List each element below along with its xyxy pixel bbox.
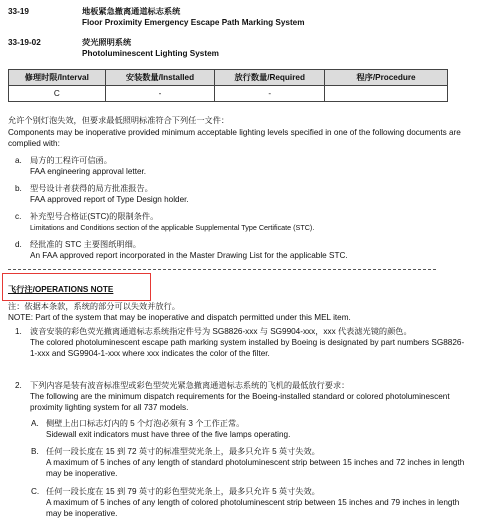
system-title-en: Floor Proximity Emergency Escape Path Marking System <box>82 18 305 27</box>
sub-en: A maximum of 5 inches of any length of colored photoluminescent strip between 15 inches and 79 inches in length may be inoperative. <box>46 498 460 518</box>
note-en: The colored photoluminescent escape path marking system installed by Boeing is designated by part numbers SG8826-1-xxx and SG9904-1-xxx where xxx indicates the color of the filter. <box>30 338 465 358</box>
list-item-en: An FAA approved report incorporated in the Master Drawing List for the applicable STC. <box>30 251 348 260</box>
col-installed: 安装数量/Installed <box>105 70 215 86</box>
list-item-en: FAA engineering approval letter. <box>30 167 147 176</box>
sub-cn: 任何一段长度在 15 到 79 英寸的彩色型荧光条上，最多只允许 5 英寸失效。 <box>46 487 320 496</box>
cell-required: - <box>215 86 325 102</box>
list-label: d. <box>15 240 22 249</box>
table-header-row <box>9 70 448 86</box>
intro-en: Components may be inoperative provided minimum acceptable lighting levels specified in one of the following documents are complied with: <box>8 128 461 148</box>
note-cn: 波音安装的彩色荧光撤离通道标志系统指定件号为 SG8826-xxx 与 SG9904-xxx，xxx 代表滤光镜的颜色。 <box>30 327 412 336</box>
sub-label: A. <box>31 419 39 428</box>
system-number: 33-19 <box>8 7 29 16</box>
col-interval: 修理时限/Interval <box>9 70 106 86</box>
item-title-cn: 荧光照明系统 <box>82 38 132 47</box>
cell-installed: - <box>105 86 215 102</box>
list-item-en: FAA approved report of Type Design holder. <box>30 195 189 204</box>
item-number: 33-19-02 <box>8 38 41 47</box>
sub-cn: 任何一段长度在 15 到 72 英寸的标准型荧光条上，最多只允许 5 英寸失效。 <box>46 447 320 456</box>
system-title-cn: 地板紧急撤离通道标志系统 <box>82 7 181 16</box>
ops-note-cn: 注：依据本条款，系统的部分可以失效并放行。 <box>8 302 180 311</box>
table-row <box>9 86 448 102</box>
sub-cn: 侧壁上出口标志灯内的 5 个灯泡必须有 3 个工作正常。 <box>46 419 245 428</box>
operations-note-title: 飞行注/OPERATIONS NOTE <box>8 285 114 294</box>
item-title-en: Photoluminescent Lighting System <box>82 49 219 58</box>
col-required: 放行数量/Required <box>215 70 325 86</box>
list-label: b. <box>15 184 22 193</box>
note-label: 2. <box>15 381 22 390</box>
sub-en: A maximum of 5 inches of any length of standard photoluminescent strip between 15 inches and 72 inches in length may be inoperative. <box>46 458 465 478</box>
list-item-cn: 补充型号合格证(STC)的限制条件。 <box>30 212 159 221</box>
intro-cn: 允许个别灯泡失效，但要求最低照明标准符合下列任一文件： <box>8 116 230 125</box>
cell-procedure <box>325 86 448 102</box>
list-label: c. <box>15 212 22 221</box>
sub-label: C. <box>31 487 40 496</box>
ops-note-en: NOTE: Part of the system that may be inoperative and dispatch permitted under this MEL item. <box>8 313 351 322</box>
note-en: The following are the minimum dispatch requirements for the Boeing-installed standard or colored photoluminescent proximity lighting system for all 737 models. <box>30 392 450 412</box>
cell-interval: C <box>9 86 106 102</box>
list-label: a. <box>15 156 22 165</box>
list-item-cn: 局方的工程许可信函。 <box>30 156 112 165</box>
list-item-en: Limitations and Conditions section of the applicable Supplemental Type Certificate (STC). <box>30 223 315 232</box>
note-label: 1. <box>15 327 22 336</box>
list-item-cn: 经批准的 STC 主要图纸明细。 <box>30 240 141 249</box>
sub-label: B. <box>31 447 39 456</box>
list-item-cn: 型号设计者获得的局方批准报告。 <box>30 184 153 193</box>
section-divider <box>8 269 436 270</box>
mel-table <box>8 69 448 102</box>
sub-en: Sidewall exit indicators must have three of the five lamps operating. <box>46 430 291 439</box>
col-procedure: 程序/Procedure <box>325 70 448 86</box>
note-cn: 下列内容是装有波音标准型或彩色型荧光紧急撤离通道标志系统的飞机的最低放行要求： <box>30 381 350 390</box>
